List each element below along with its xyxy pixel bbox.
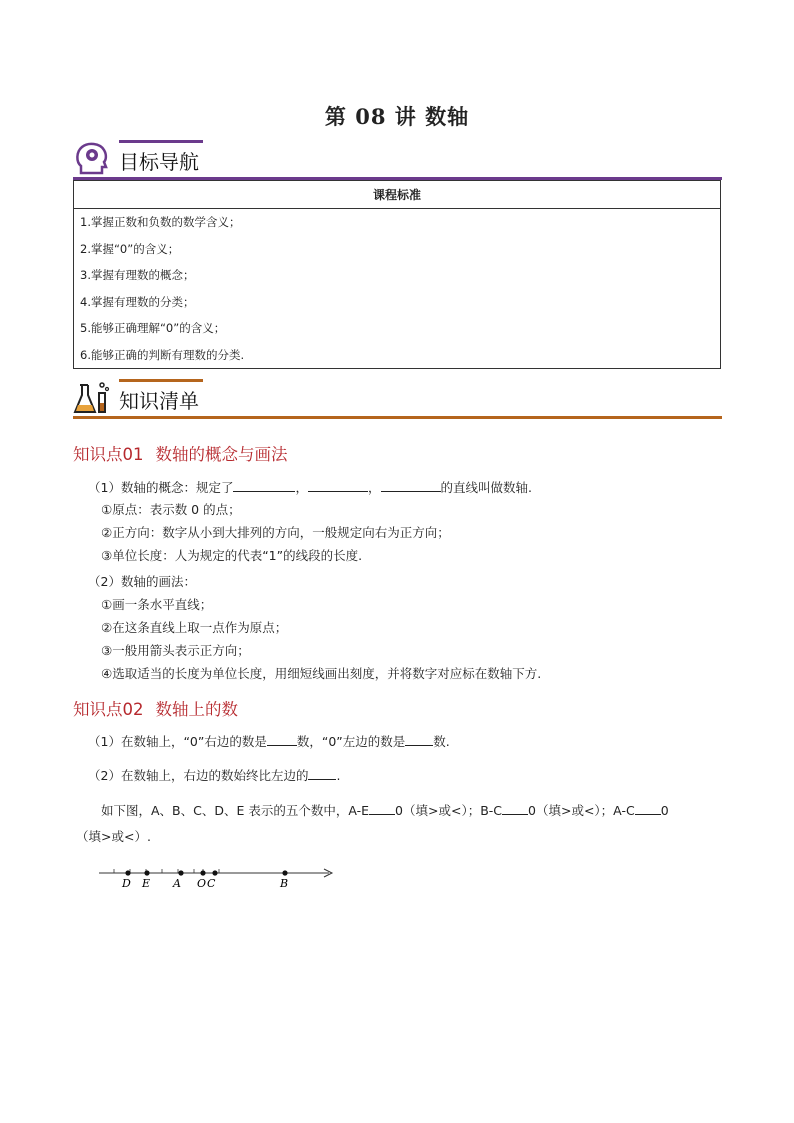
kp-title: 数轴上的数 <box>155 700 238 719</box>
label-B: B <box>280 877 289 890</box>
point-C <box>212 870 217 875</box>
fill-blank[interactable] <box>308 479 368 492</box>
section-header-knowledge <box>73 379 722 419</box>
header-underline <box>73 416 722 419</box>
table-header: 课程标准 <box>74 181 721 209</box>
text: （2）在数轴上，右边的数始终比左边的 <box>88 768 309 783</box>
kp-title: 数轴的概念与画法 <box>155 445 288 464</box>
fill-blank[interactable] <box>381 479 441 492</box>
fill-blank[interactable] <box>267 733 297 746</box>
label-E: E <box>142 877 151 890</box>
text: 数. <box>433 734 450 749</box>
kp2-line-3 <box>101 802 669 819</box>
knowledge-point-02-title <box>73 696 238 720</box>
table-row: 4.掌握有理数的分类； <box>80 294 195 309</box>
text: （1）数轴的概念：规定了 <box>88 480 234 495</box>
number-line-figure <box>95 862 340 892</box>
label-A: A <box>173 877 181 890</box>
header-accent-line <box>119 379 203 382</box>
text: 如下图，A、B、C、D、E 表示的五个数中，A-E <box>101 803 370 818</box>
text: ， <box>295 480 308 495</box>
table-row: 1.掌握正数和负数的数学含义； <box>80 215 241 230</box>
kp1-line-8: ③一般用箭头表示正方向； <box>101 643 250 658</box>
table-row: 3.掌握有理数的概念； <box>80 268 195 283</box>
text: 0（填>或<）；B-C <box>395 803 503 818</box>
point-E <box>144 870 149 875</box>
kp2-line-4: （填>或<）. <box>76 829 151 844</box>
text: 0 <box>660 803 669 818</box>
section-label: 知识清单 <box>119 389 199 413</box>
table-row: 6.能够正确的判断有理数的分类. <box>80 347 245 362</box>
course-standards-table <box>73 180 721 369</box>
label-O: O <box>197 877 207 890</box>
point-O <box>200 870 205 875</box>
table-row: 5.能够正确理解“0”的含义； <box>80 321 226 336</box>
kp1-line-1 <box>88 479 532 496</box>
text: . <box>336 768 341 783</box>
fill-blank[interactable] <box>405 733 433 746</box>
fill-blank[interactable] <box>502 802 528 815</box>
section-header-goal <box>73 140 722 180</box>
kp2-line-1 <box>88 733 450 750</box>
kp1-line-5: （2）数轴的画法： <box>88 574 196 589</box>
table-row: 2.掌握“0”的含义； <box>80 241 180 256</box>
kp-number: 知识点02 <box>73 700 144 719</box>
text: （1）在数轴上，“0”右边的数是 <box>88 734 267 749</box>
point-B <box>282 870 287 875</box>
kp1-line-2: ①原点：表示数 0 的点； <box>101 502 241 517</box>
text: 0（填>或<）；A-C <box>528 803 635 818</box>
page-title: 第 08 讲 数轴 <box>324 104 470 129</box>
kp1-line-3: ②正方向：数字从小到大排列的方向，一般规定向右为正方向； <box>101 525 450 540</box>
kp1-line-4: ③单位长度：人为规定的代表“1”的线段的长度. <box>101 548 363 563</box>
text: 数，“0”左边的数是 <box>296 734 406 749</box>
section-label: 目标导航 <box>119 150 199 174</box>
fill-blank[interactable] <box>635 802 661 815</box>
text: ， <box>367 480 381 495</box>
header-accent-line <box>119 140 203 143</box>
kp1-line-6: ①画一条水平直线； <box>101 597 213 612</box>
kp1-line-7: ②在这条直线上取一点作为原点； <box>101 620 288 635</box>
kp-number: 知识点01 <box>73 445 144 464</box>
text: 的直线叫做数轴. <box>440 480 532 495</box>
fill-blank[interactable] <box>369 802 395 815</box>
point-D <box>125 870 130 875</box>
fill-blank[interactable] <box>233 479 295 492</box>
kp2-line-2 <box>88 767 340 784</box>
label-D: D <box>122 877 131 890</box>
brain-head-icon <box>73 140 111 178</box>
knowledge-point-01-title <box>73 441 288 465</box>
kp1-line-9: ④选取适当的长度为单位长度，用细短线画出刻度，并将数字对应标在数轴下方. <box>101 666 542 681</box>
flask-icon <box>73 379 111 417</box>
label-C: C <box>207 877 216 890</box>
fill-blank[interactable] <box>308 767 336 780</box>
point-A <box>178 870 183 875</box>
